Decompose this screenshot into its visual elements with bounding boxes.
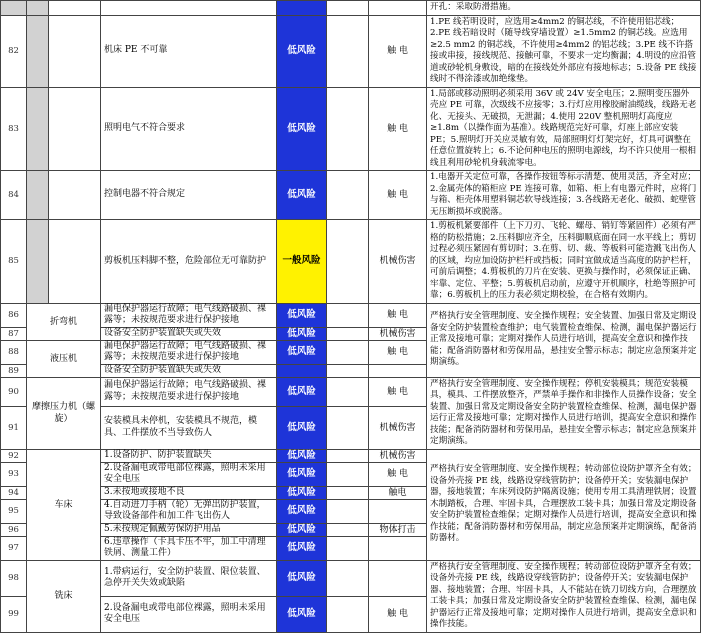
hazard-cell: 1.带病运行，安全防护装置、限位装置、急停开关失效或缺陷 bbox=[101, 560, 277, 596]
accident-type: 触 电 bbox=[369, 596, 427, 632]
row-number: 93 bbox=[1, 462, 27, 486]
row-number: 97 bbox=[1, 536, 27, 560]
risk-level: 低风险 bbox=[277, 560, 327, 596]
risk-level: 低风险 bbox=[277, 499, 327, 523]
risk-level: 低风险 bbox=[277, 449, 327, 462]
table-row bbox=[1, 171, 701, 220]
measure-cell: 严格执行安全管理制度、安全操作规程；转动部位设防护罩齐全有效；设备外壳接 PE 线，线路设穿线管防护；设备停开关；安装漏电保护器、接地装置；合理、牢固卡具，人不能站在铣刀切线方向，合理摆放工装卡具；加强日常及定期设备安全防护装置检查维保、检测，漏电保护器运行正常及接地可靠；定期对操作人员进行培训，提高安全意识和操作技能。 bbox=[427, 560, 701, 632]
accident-type: 触 电 bbox=[369, 303, 427, 327]
table-row bbox=[1, 303, 701, 327]
accident-type: 机械伤害 bbox=[369, 449, 427, 462]
row-number: 91 bbox=[1, 406, 27, 449]
risk-level: 低风险 bbox=[277, 536, 327, 560]
hazard-cell: 设备安全防护装置缺失或失效 bbox=[101, 327, 277, 340]
accident-type: 触 电 bbox=[369, 15, 427, 87]
row-number: 85 bbox=[1, 220, 27, 304]
hazard-cell: 设备安全防护装置缺失或失效 bbox=[101, 364, 277, 377]
hazard-cell: 机床 PE 不可靠 bbox=[101, 15, 277, 87]
row-number: 86 bbox=[1, 303, 27, 327]
hazard-cell: 2.设备漏电或带电部位裸露，照明未采用安全电压 bbox=[101, 596, 277, 632]
risk-level: 低风险 bbox=[277, 303, 327, 327]
accident-type: 触电 bbox=[369, 486, 427, 499]
risk-level: 低风险 bbox=[277, 486, 327, 499]
hazard-cell: 照明电气不符合要求 bbox=[101, 87, 277, 171]
device-cell: 液压机 bbox=[27, 340, 101, 377]
hazard-cell: 1.设备防护、防护装置缺失 bbox=[101, 449, 277, 462]
row-number: 92 bbox=[1, 449, 27, 462]
table-row bbox=[1, 15, 701, 87]
risk-level: 低风险 bbox=[277, 462, 327, 486]
hazard-cell: 安装模具未停机，安装模具不规范，模具、工件摆放不当导致伤人 bbox=[101, 406, 277, 449]
measure-cell: 1.剪板机紧要部件（上下刀刃、飞轮、螺母、销钉等紧固件）必须有严格的防松措施；2.压料脚应齐全，压料脚顺底面在同一水平线上；剪切过程必须压紧固有剪切时；3.在剪、切、裁、等板料可能造溅飞出伤人的区域，均应加设防护栏杆或挡板；同时宜做成适当高度的防护栏杆，可前后调整；4.剪板机的刀片在安装、更换与操作时，必须保证正确、牢靠、定位、平整；5.剪板机启动前，应遵守开机顺序，杜绝等照护可靠；6.剪板机上的压力表必须定期校验，在合格有效期内。 bbox=[427, 220, 701, 304]
accident-type: 触 电 bbox=[369, 171, 427, 220]
table-row bbox=[1, 449, 701, 462]
hazard-cell: 5.未按规定佩戴劳保防护用品 bbox=[101, 523, 277, 536]
risk-level: 低风险 bbox=[277, 327, 327, 340]
risk-level: 低风险 bbox=[277, 406, 327, 449]
row-number: 87 bbox=[1, 327, 27, 340]
row-number: 94 bbox=[1, 486, 27, 499]
measure-cell: 严格执行安全管理制度、安全操作规程；停机安装模具；规范安装模具，模具、工件摆放整齐，严禁单手操作和非操作人员操作设备；安全装置、加强日常及定期设备安全防护装置检查维保、检测，漏电保护器运行正常及接地可靠；定期对操作人员进行培训，提高安全意识和操作技能；配备消防器材和劳保用品，悬挂安全警示标志；制定应急预案并定期演练。 bbox=[427, 377, 701, 449]
accident-type: 机械伤害 bbox=[369, 406, 427, 449]
device-cell: 摩擦压力机（螺旋） bbox=[27, 377, 101, 449]
risk-level: 低风险 bbox=[277, 15, 327, 87]
measure-cell: 严格执行安全管理制度、安全操作规程；转动部位设防护罩齐全有效；设备外壳接 PE 线，线路设穿线管防护；设备停开关；安装漏电保护器，接地装置；车床列设防护隔离设施；使用专用工具清理铁屑；设置木制踏板，合理、牢固卡具，合理摆放工装卡具；加强日常及定期设备安全防护装置检查维保；定期对操作人员进行培训，提高安全意识和操作技能；配备消防器材和劳保用品，制定应急预案并定期演练，配备消防器材。 bbox=[427, 449, 701, 560]
device-cell: 铣床 bbox=[27, 560, 101, 632]
hazard-cell: 6.违章操作（卡具卡压不牢，加工中清理铁屑、测量工件） bbox=[101, 536, 277, 560]
measure-cell: 1.局部或移动照明必须采用 36V 或 24V 安全电压；2.照明变压器外壳应 PE 可靠，次级线不应接零；3.行灯应用橡胶耐油缆线，线路无老化、无接头、无破损，无泄漏；4.使用 220V 整机照明灯高度应≥1.8m（以操作面为基准）。线路规范完好可靠，灯座上部应安装 PE；5.照明灯开关应灵敏有效，局部照明灯灯架完好，灯具可调整在任意位置旋转上；6.不论何种电压的照明电源线，均不许只使用一根相线且利用砂轮机身载流零电。 bbox=[427, 87, 701, 171]
accident-type: 物体打击 bbox=[369, 523, 427, 536]
row-number: 90 bbox=[1, 377, 27, 406]
risk-level: 低风险 bbox=[277, 171, 327, 220]
hazard-cell: 2.设备漏电或带电部位裸露，照明未采用安全电压 bbox=[101, 462, 277, 486]
measure-cell: 严格执行安全管理制度、安全操作规程；安全装置、加强日常及定期设备安全防护装置检查维护；电气装置检查维保、检测，漏电保护器运行正常及接地可靠；定期对操作人员进行培训，提高安全意识和操作技能；配备消防器材和劳保用品，悬挂安全警示标志；制定应急预案并定期演练。 bbox=[427, 303, 701, 377]
row-number: 84 bbox=[1, 171, 27, 220]
accident-type: 触 电 bbox=[369, 87, 427, 171]
hazard-cell: 控制电器不符合规定 bbox=[101, 171, 277, 220]
risk-level: 低风险 bbox=[277, 377, 327, 406]
risk-level: 一般风险 bbox=[277, 220, 327, 304]
accident-type: 触 电 bbox=[369, 377, 427, 406]
row-number: 82 bbox=[1, 15, 27, 87]
accident-type: 机械伤害 bbox=[369, 327, 427, 340]
measure-cell: 开孔：采取防滑措施。 bbox=[427, 1, 701, 16]
table-row bbox=[1, 560, 701, 596]
row-number: 96 bbox=[1, 523, 27, 536]
hazard-cell: 4.自动进刀手柄（轮）无弹出防护装置，导致设备部件和加工件飞出伤人 bbox=[101, 499, 277, 523]
row-number: 83 bbox=[1, 87, 27, 171]
measure-cell: 1.电器开关定位可靠，各操作按钮等标示清楚、使用灵活，齐全对应；2.金属壳体的箱柜应 PE 连接可靠，如箱、柜上有电器元件时，应将门与箱、柜壳体用塑料铜芯软导线连接；3.各线路无老化、破损、蛇壁管无压断损坏或脱落。 bbox=[427, 171, 701, 220]
device-cell: 车床 bbox=[27, 449, 101, 560]
device-cell: 折弯机 bbox=[27, 303, 101, 340]
accident-type: 触 电 bbox=[369, 462, 427, 486]
accident-type: 触 电 bbox=[369, 340, 427, 364]
hazard-cell: 漏电保护器运行故障；电气线路破损、裸露等；未按规范要求进行保护接地 bbox=[101, 340, 277, 364]
row-number: 89 bbox=[1, 364, 27, 377]
measure-cell: 1.PE 线若明设时，应选用≥4mm2 的铜芯线，不许使用铝芯线；2.PE 线若暗设时（随导线穿墙设置）≥1.5mm2 的铜芯线。应选用≥2.5 mm2 的铜芯线，不许使用≥4mm2 的铝芯线；3.PE 线不许搭接或串接，接线规范、接触可靠，不要求一定均衡漏；4.明设的应沿管道或砂轮机身敷设，暗的在接线处外部应有接地标志；5.设备 PE 线接线时不得涂漆或加绝缘垫。 bbox=[427, 15, 701, 87]
hazard-cell: 漏电保护器运行故障；电气线路破损、裸露等；未按规范要求进行保护接地 bbox=[101, 377, 277, 406]
table-row bbox=[1, 87, 701, 171]
row-number: 88 bbox=[1, 340, 27, 364]
table-row bbox=[1, 377, 701, 406]
risk-level: 低风险 bbox=[277, 596, 327, 632]
hazard-cell: 3.未按地或接地不良 bbox=[101, 486, 277, 499]
hazard-cell: 漏电保护器运行故障；电气线路破损、裸露等；未按规范要求进行保护接地 bbox=[101, 303, 277, 327]
table-row bbox=[1, 1, 701, 16]
hazard-cell: 剪板机压料脚不整，危险部位无可靠防护 bbox=[101, 220, 277, 304]
table-row bbox=[1, 220, 701, 304]
row-number: 98 bbox=[1, 560, 27, 596]
risk-level: 低风险 bbox=[277, 523, 327, 536]
risk-level: 低风险 bbox=[277, 87, 327, 171]
accident-type: 机械伤害 bbox=[369, 220, 427, 304]
row-number: 99 bbox=[1, 596, 27, 632]
row-number: 95 bbox=[1, 499, 27, 523]
risk-level: 低风险 bbox=[277, 340, 327, 364]
